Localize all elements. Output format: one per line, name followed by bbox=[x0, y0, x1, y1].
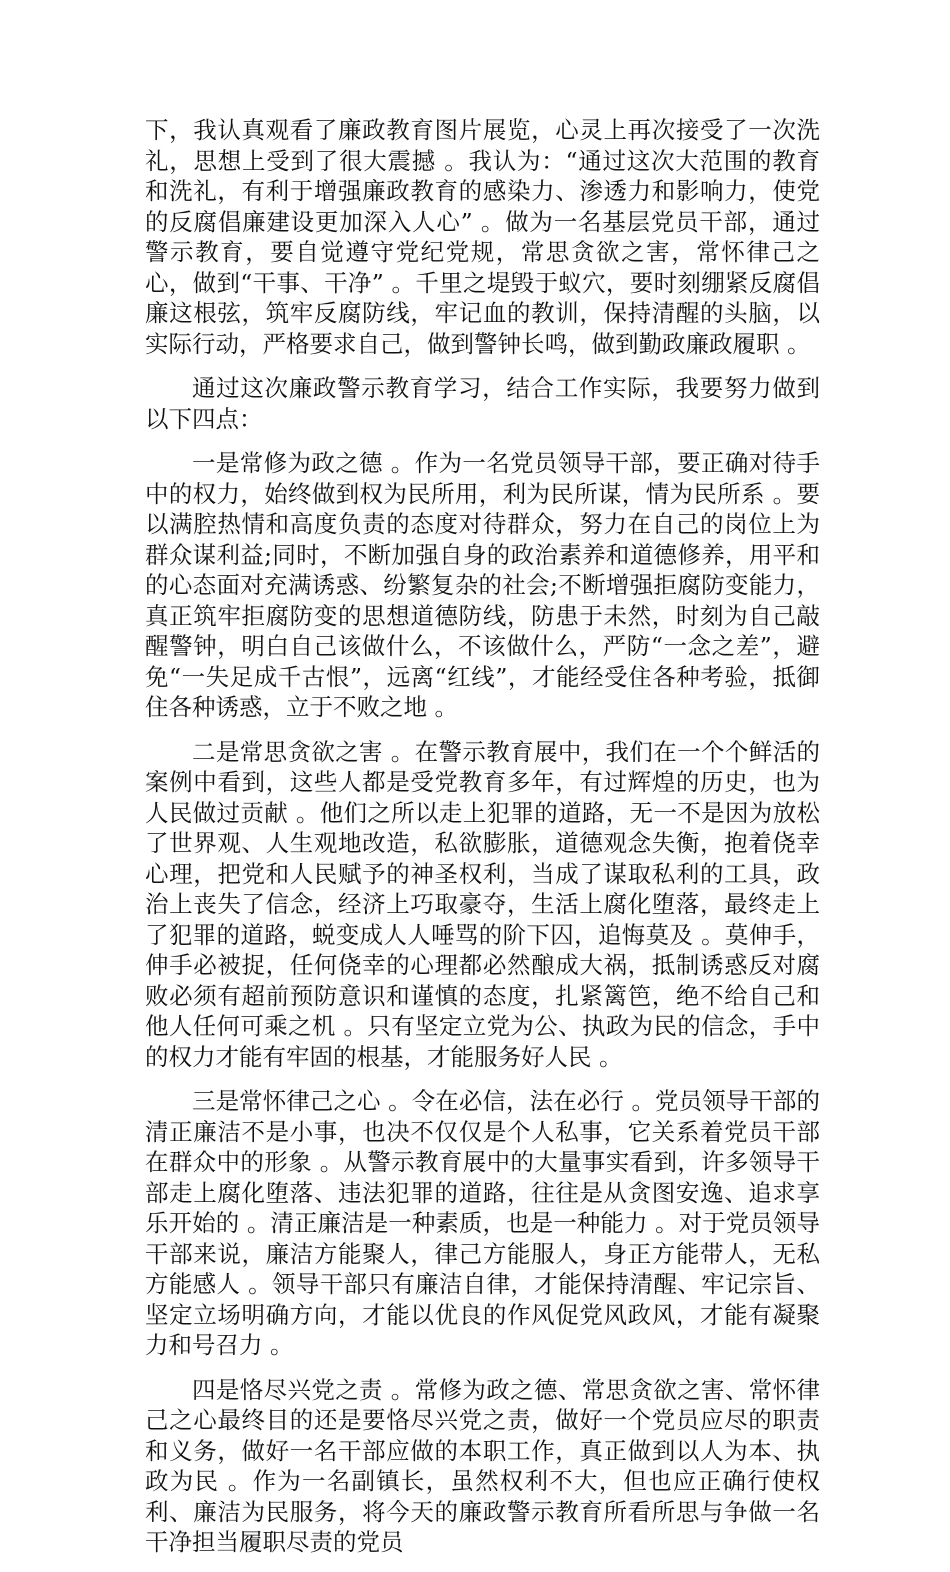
document-body bbox=[145, 115, 820, 1572]
paragraph-3: 一是常修为政之德 。作为一名党员领导干部，要正确对待手中的权力，始终做到权为民所用，利为民所谋，情为民所系 。要以满腔热情和高度负责的态度对待群众，努力在自己的岗位上为群众谋利益;同时，不断加强自身的政治素养和道德修养，用平和的心态面对充满诱惑、纷繁复杂的社会;不断增强拒腐防变能力，真正筑牢拒腐防变的思想道德防线，防患于未然，时刻为自己敲醒警钟，明白自己该做什么，不该做什么，严防“一念之差”，避免“一失足成千古恨”，远离“红线”，才能经受住各种考验，抵御住各种诱惑，立于不败之地 。 bbox=[145, 449, 820, 721]
paragraph-6: 四是恪尽兴党之责 。常修为政之德、常思贪欲之害、常怀律己之心最终目的还是要恪尽兴党之责，做好一个党员应尽的职责和义务，做好一名干部应做的本职工作，真正做到以人为本、执政为民 。作为一名副镇长，虽然权利不大，但也应正确行使权利、廉洁为民服务，将今天的廉政警示教育所看所思与争做一名干净担当履职尽责的党员 bbox=[145, 1375, 820, 1556]
paragraph-5: 三是常怀律己之心 。令在必信，法在必行 。党员领导干部的清正廉洁不是小事，也决不仅仅是个人私事，它关系着党员干部在群众中的形象 。从警示教育展中的大量事实看到，许多领导干部走上腐化堕落、违法犯罪的道路，往往是从贪图安逸、追求享乐开始的 。清正廉洁是一种素质，也是一种能力 。对于党员领导干部来说，廉洁方能聚人，律己方能服人，身正方能带人，无私方能感人 。领导干部只有廉洁自律，才能保持清醒、牢记宗旨、坚定立场明确方向，才能以优良的作风促党风政风，才能有凝聚力和号召力 。 bbox=[145, 1087, 820, 1359]
paragraph-4: 二是常思贪欲之害 。在警示教育展中，我们在一个个鲜活的案例中看到，这些人都是受党教育多年，有过辉煌的历史，也为人民做过贡献 。他们之所以走上犯罪的道路，无一不是因为放松了世界观、人生观地改造，私欲膨胀，道德观念失衡，抱着侥幸心理，把党和人民赋予的神圣权利，当成了谋取私利的工具，政治上丧失了信念，经济上巧取豪夺，生活上腐化堕落，最终走上了犯罪的道路，蜕变成人人唾骂的阶下囚，追悔莫及 。莫伸手，伸手必被捉，任何侥幸的心理都必然酿成大祸，抵制诱惑反对腐败必须有超前预防意识和谨慎的态度，扎紧篱笆，绝不给自己和他人任何可乘之机 。只有坚定立党为公、执政为民的信念，手中的权力才能有牢固的根基，才能服务好人民 。 bbox=[145, 737, 820, 1071]
paragraph-1: 下，我认真观看了廉政教育图片展览，心灵上再次接受了一次洗礼，思想上受到了很大震撼 。我认为：“通过这次大范围的教育和洗礼，有利于增强廉政教育的感染力、渗透力和影响力，使党的反腐倡廉建设更加深入人心” 。做为一名基层党员干部，通过警示教育，要自觉遵守党纪党规，常思贪欲之害，常怀律己之心，做到“干事、干净” 。千里之堤毁于蚁穴，要时刻绷紧反腐倡廉这根弦，筑牢反腐防线，牢记血的教训，保持清醒的头脑，以实际行动，严格要求自己，做到警钟长鸣，做到勤政廉政履职 。 bbox=[145, 116, 820, 358]
paragraph-2: 通过这次廉政警示教育学习，结合工作实际，我要努力做到以下四点： bbox=[145, 374, 820, 433]
